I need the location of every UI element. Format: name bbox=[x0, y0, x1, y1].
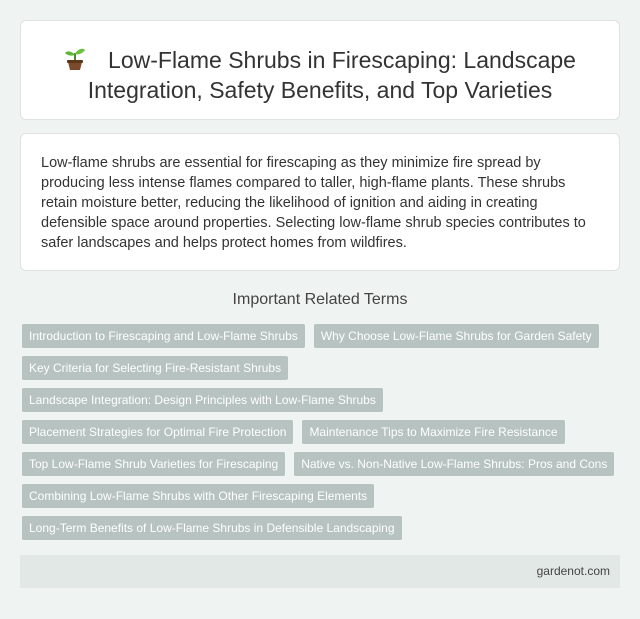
related-term-tag[interactable]: Top Low-Flame Shrub Varieties for Firescaping bbox=[22, 452, 285, 476]
related-term-tag[interactable]: Introduction to Firescaping and Low-Flame Shrubs bbox=[22, 324, 305, 348]
description-text: Low-flame shrubs are essential for firescaping as they minimize fire spread by producing less intense flames compared to taller, high-flame plants. These shrubs retain moisture better, reducing the likelihood of ignition and aiding in creating defensible space around properties. Selecting low-flame shrub species contributes to safer landscapes and helps protect homes from wildfires. bbox=[41, 155, 586, 251]
tag-row bbox=[22, 420, 622, 452]
tag-row bbox=[22, 516, 622, 548]
sprout-icon bbox=[64, 47, 86, 71]
related-terms-heading: Important Related Terms bbox=[232, 291, 408, 308]
related-terms-list bbox=[22, 324, 622, 548]
title-text: Low-Flame Shrubs in Firescaping: Landscape Integration, Safety Benefits, and Top Varieties bbox=[87, 47, 576, 103]
description-card bbox=[20, 133, 620, 271]
footer-site-link[interactable]: gardenot.com bbox=[536, 564, 610, 578]
tag-row bbox=[22, 356, 622, 388]
tag-row bbox=[22, 484, 622, 516]
related-term-tag[interactable]: Native vs. Non-Native Low-Flame Shrubs: Pros and Cons bbox=[294, 452, 614, 476]
page-title bbox=[21, 45, 619, 105]
related-term-tag[interactable]: Maintenance Tips to Maximize Fire Resistance bbox=[302, 420, 564, 444]
title-card bbox=[20, 20, 620, 120]
related-term-tag[interactable]: Key Criteria for Selecting Fire-Resistant Shrubs bbox=[22, 356, 288, 380]
tag-row bbox=[22, 452, 622, 484]
related-term-tag[interactable]: Combining Low-Flame Shrubs with Other Firescaping Elements bbox=[22, 484, 374, 508]
footer bbox=[20, 555, 620, 588]
related-term-tag[interactable]: Why Choose Low-Flame Shrubs for Garden Safety bbox=[314, 324, 599, 348]
related-term-tag[interactable]: Long-Term Benefits of Low-Flame Shrubs in Defensible Landscaping bbox=[22, 516, 402, 540]
tag-row bbox=[22, 324, 622, 356]
related-term-tag[interactable]: Landscape Integration: Design Principles with Low-Flame Shrubs bbox=[22, 388, 383, 412]
related-term-tag[interactable]: Placement Strategies for Optimal Fire Protection bbox=[22, 420, 293, 444]
tag-row bbox=[22, 388, 622, 420]
